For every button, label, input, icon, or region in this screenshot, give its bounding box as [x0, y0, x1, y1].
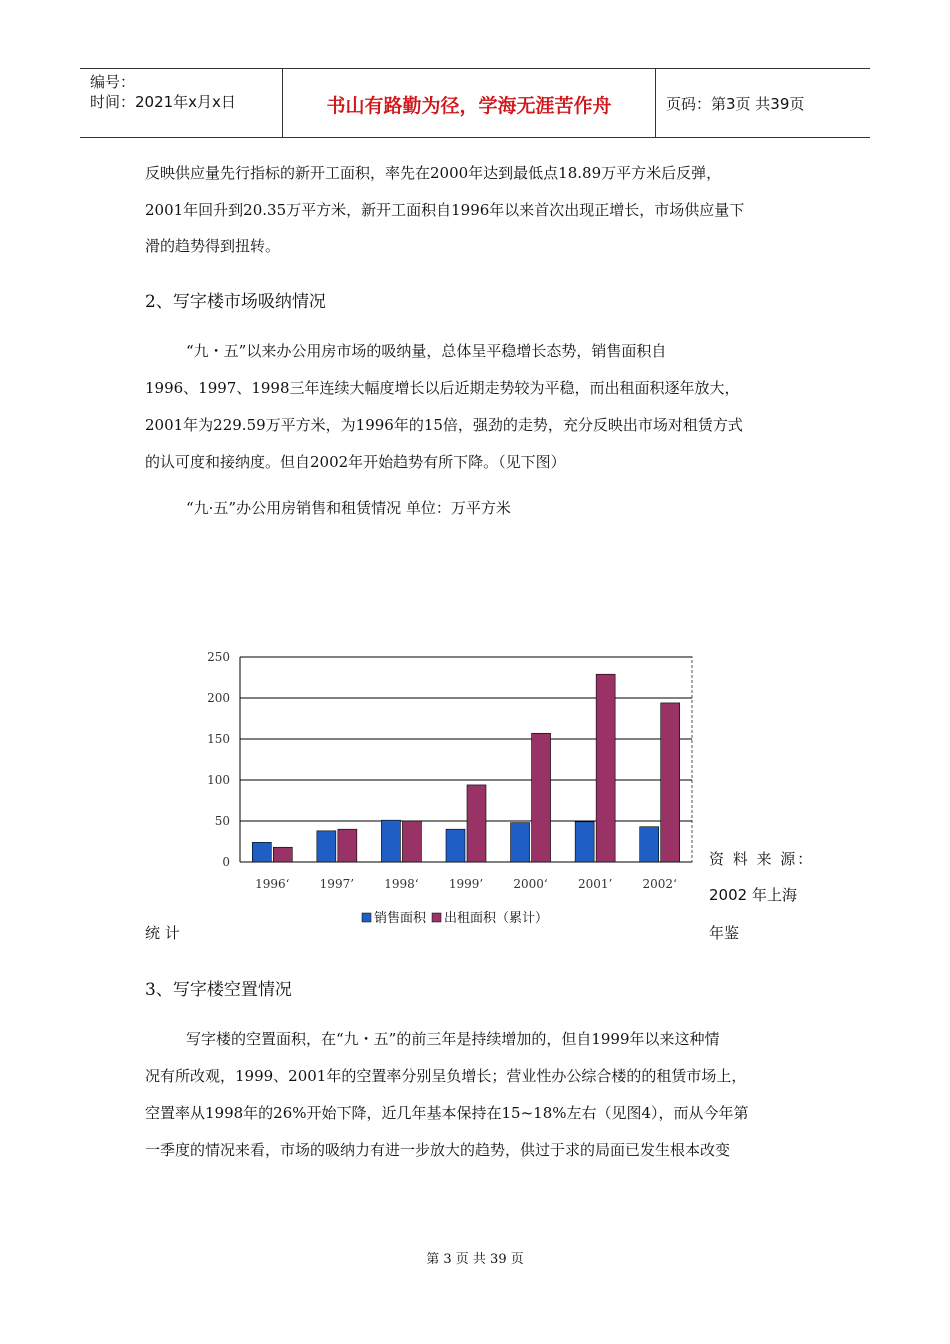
para3-line4: 一季度的情况来看，市场的吸纳力有进一步放大的趋势，供过于求的局面已发生根本改变 [145, 1141, 731, 1159]
time-label: 时间：2021年x月x日 [90, 93, 236, 111]
bar-rent-1 [338, 829, 357, 862]
legend-swatch-0 [362, 913, 371, 922]
bar-sales-3 [446, 829, 465, 862]
para1-line1: 反映供应量先行指标的新开工面积，率先在2000年达到最低点18.89万平方米后反弹， [145, 164, 722, 182]
para2-line1: “九・五”以来办公用房市场的吸纳量，总体呈平稳增长态势，销售面积自 [186, 342, 667, 360]
bar-rent-5 [596, 674, 615, 862]
header-cell-page [656, 69, 870, 137]
bar-rent-0 [273, 847, 292, 862]
page-info: 页码：第3页 共39页 [666, 95, 805, 113]
y-tick-label: 150 [207, 732, 230, 746]
section-heading-3: 3、写字楼空置情况 [145, 980, 292, 1000]
header-cell-meta [80, 69, 283, 137]
para1-line3: 滑的趋势得到扭转。 [145, 237, 281, 255]
motto: 书山有路勤为径，学海无涯苦作舟 [326, 95, 612, 117]
bar-sales-1 [317, 831, 336, 862]
y-tick-label: 250 [207, 650, 230, 664]
para3-line2: 况有所改观，1999、2001年的空置率分别呈负增长；营业性办公综合楼的的租赁市场上， [145, 1067, 747, 1085]
legend-label-1: 出租面积（累计） [444, 911, 549, 926]
x-tick-label: 1997’ [319, 877, 355, 891]
x-tick-label: 2000‘ [513, 877, 548, 891]
section-heading-2: 2、写字楼市场吸纳情况 [145, 292, 326, 312]
x-tick-label: 1998‘ [384, 877, 419, 891]
x-tick-label: 1996‘ [255, 877, 290, 891]
page-header [80, 68, 870, 138]
page-footer: 第 3 页 共 39 页 [426, 1252, 524, 1267]
legend-label-0: 销售面积 [374, 911, 427, 926]
para2-line4: 的认可度和接纳度。但自2002年开始趋势有所下降。（见下图） [145, 453, 566, 471]
bar-rent-6 [661, 703, 680, 862]
bar-rent-4 [532, 733, 551, 862]
x-tick-label: 2001’ [577, 877, 613, 891]
x-tick-label: 2002‘ [642, 877, 677, 891]
para3-line1: 写字楼的空置面积，在“九・五”的前三年是持续增加的，但自1999年以来这种情 [186, 1030, 720, 1048]
bar-sales-4 [511, 823, 530, 862]
y-tick-label: 100 [207, 773, 230, 787]
header-cell-motto [283, 69, 656, 137]
para2-line2: 1996、1997、1998三年连续大幅度增长以后近期走势较为平稳，而出租面积逐年放大， [145, 379, 740, 397]
source-line1: 资 料 来 源： [709, 850, 815, 868]
bar-sales-0 [252, 842, 271, 862]
source-left-label: 统 计 [145, 924, 180, 942]
source-line3: 年鉴 [709, 924, 740, 942]
y-tick-label: 0 [222, 855, 230, 869]
para2-line3: 2001年为229.59万平方米，为1996年的15倍，强劲的走势，充分反映出市场对租赁方式 [145, 416, 743, 434]
bar-sales-6 [640, 827, 659, 862]
source-line2: 2002 年上海 [709, 886, 797, 904]
chart-caption: “九·五”办公用房销售和租赁情况 单位：万平方米 [186, 499, 511, 517]
plot-frame [240, 657, 692, 862]
bar-sales-5 [575, 822, 594, 862]
x-tick-label: 1999’ [448, 877, 484, 891]
bar-rent-3 [467, 785, 486, 862]
para1-line2: 2001年回升到20.35万平方米，新开工面积自1996年以来首次出现正增长，市场供应量下 [145, 201, 745, 219]
legend-swatch-1 [432, 913, 441, 922]
bar-rent-2 [402, 821, 421, 862]
y-tick-label: 50 [214, 814, 230, 828]
bar-chart [195, 640, 705, 940]
para3-line3: 空置率从1998年的26%开始下降，近几年基本保持在15~18%左右（见图4），而从今年第 [145, 1104, 749, 1122]
y-tick-label: 200 [207, 691, 230, 705]
bar-sales-2 [381, 820, 400, 862]
number-label: 编号： [90, 73, 136, 91]
